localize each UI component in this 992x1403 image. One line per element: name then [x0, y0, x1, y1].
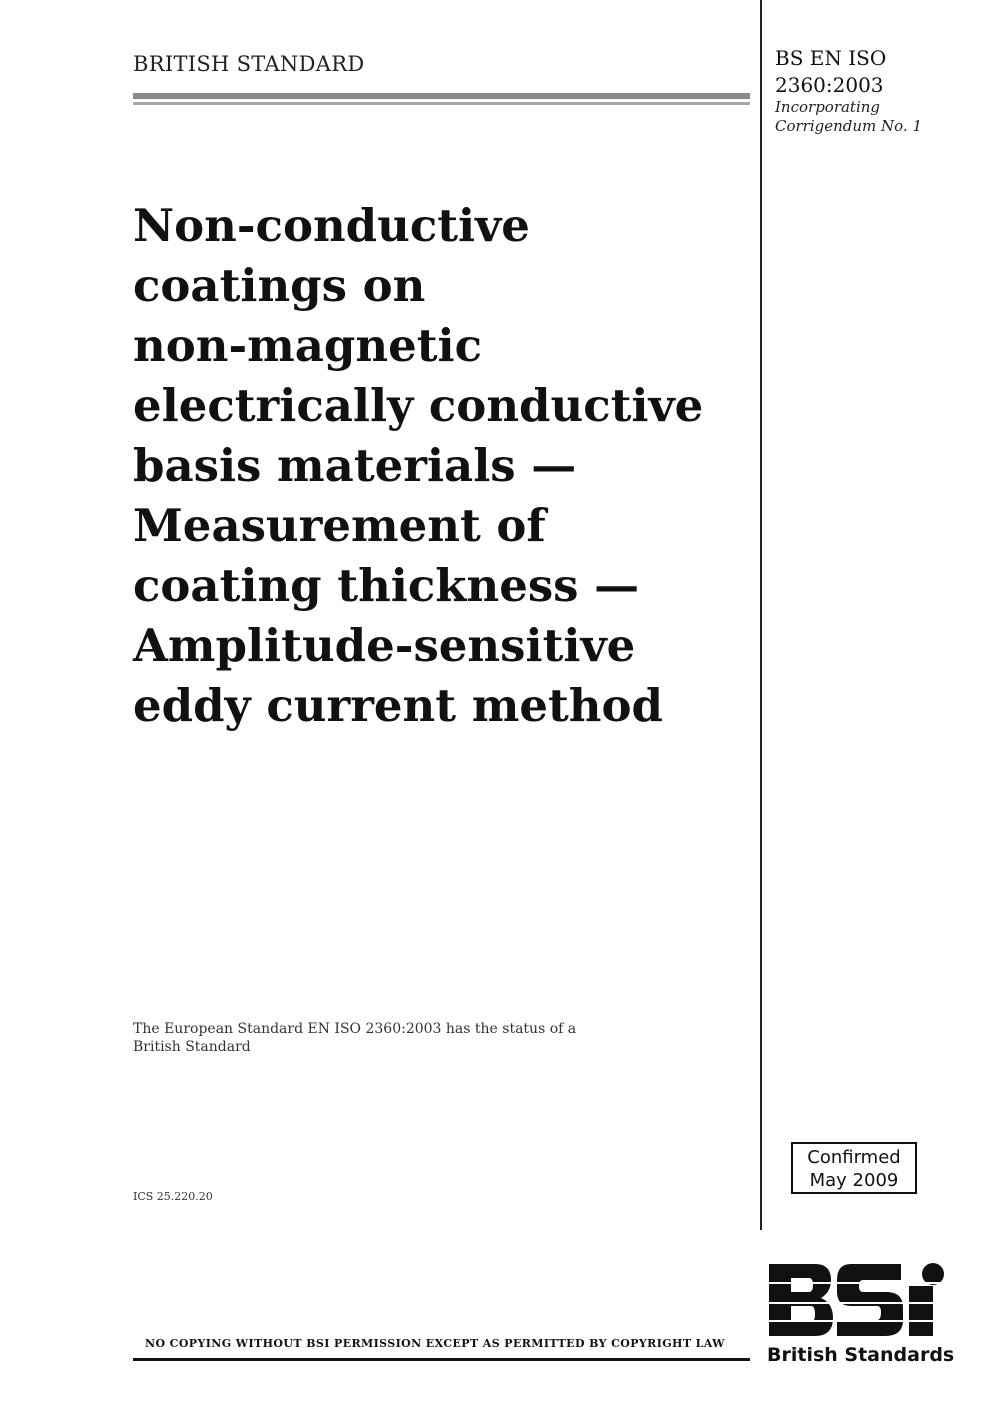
logo-letter-i-stem: [909, 1286, 933, 1336]
copyright-notice: NO COPYING WITHOUT BSI PERMISSION EXCEPT AS PERMITTED BY COPYRIGHT LAW: [145, 1337, 725, 1350]
title-line: basis materials —: [133, 439, 577, 492]
title-line: eddy current method: [133, 679, 663, 732]
document-type-label: BRITISH STANDARD: [133, 52, 365, 76]
logo-letter-i-dot: [922, 1263, 944, 1285]
status-line2: British Standard: [133, 1039, 251, 1055]
confirmed-stamp: [791, 1142, 917, 1194]
header-rule-thin: [133, 102, 750, 105]
incorporating-note: [775, 98, 975, 136]
status-line1: The European Standard EN ISO 2360:2003 has the status of a: [133, 1021, 577, 1037]
incorporating-line2: Corrigendum No. 1: [775, 117, 923, 135]
title-line: Measurement of: [133, 499, 546, 552]
standard-number: [775, 45, 975, 99]
header-rule-thick: [133, 93, 750, 99]
confirmed-line1: Confirmed: [807, 1147, 901, 1168]
title-line: electrically conductive: [133, 379, 704, 432]
standard-number-line1: BS EN ISO: [775, 46, 887, 70]
document-title: [133, 196, 753, 736]
logo-letter-s: [837, 1264, 903, 1336]
incorporating-line1: Incorporating: [775, 98, 881, 116]
logo-caption: British Standards: [767, 1344, 955, 1366]
confirmed-line2: May 2009: [809, 1170, 899, 1191]
ics-code: ICS 25.220.20: [133, 1190, 213, 1203]
title-line: Non-conductive: [133, 199, 530, 252]
status-statement: [133, 1020, 693, 1056]
logo-letter-b: [769, 1264, 833, 1336]
margin-divider: [760, 0, 762, 1230]
footer-rule: [133, 1358, 750, 1361]
title-line: coatings on: [133, 259, 426, 312]
title-line: non-magnetic: [133, 319, 482, 372]
title-line: coating thickness —: [133, 559, 640, 612]
standard-number-line2: 2360:2003: [775, 73, 884, 97]
title-line: Amplitude-sensitive: [133, 619, 636, 672]
